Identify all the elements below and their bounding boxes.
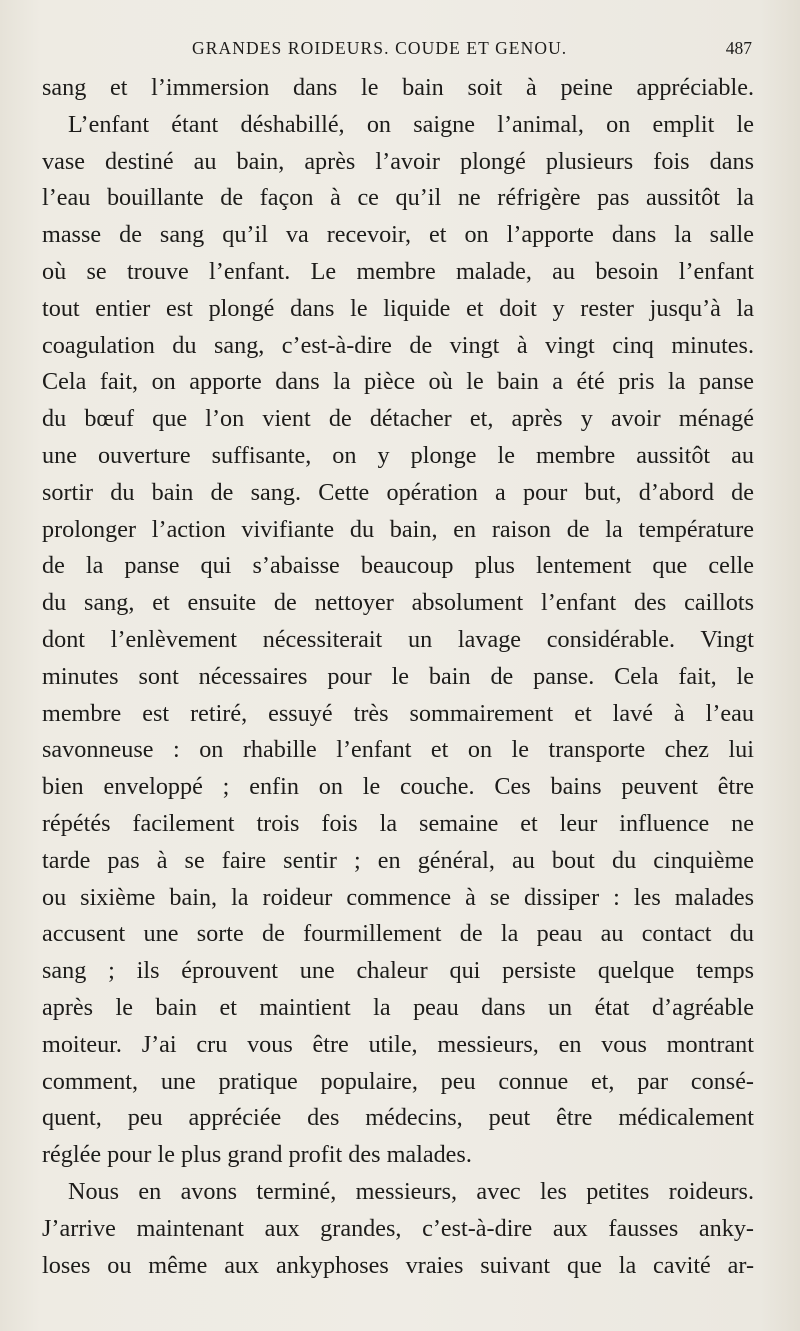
page-number: 487 (725, 38, 752, 58)
text-line: ou sixième bain, la roideur commence à se dissiper : les malades (42, 883, 754, 911)
text-line: une ouverture suffisante, on y plonge le membre aussitôt au (42, 441, 754, 469)
text-line: accusent une sorte de fourmillement de la peau au contact du (42, 920, 754, 948)
text-line: savonneuse : on rhabille l’enfant et on le transporte chez lui (42, 736, 754, 764)
text-line: L’enfant étant déshabillé, on saigne l’animal, on emplit le (68, 110, 754, 138)
text-line: du bœuf que l’on vient de détacher et, après y avoir ménagé (42, 405, 754, 433)
text-line: réglée pour le plus grand profit des malades. (42, 1141, 472, 1169)
text-line: tout entier est plongé dans le liquide et doit y rester jusqu’à la (42, 294, 754, 322)
text-line: moiteur. J’ai cru vous être utile, messieurs, en vous montrant (42, 1030, 754, 1058)
text-line: membre est retiré, essuyé très sommairement et lavé à l’eau (42, 699, 754, 727)
text-line: masse de sang qu’il va recevoir, et on l’apporte dans la salle (42, 221, 754, 249)
text-line: sang et l’immersion dans le bain soit à peine appréciable. (42, 74, 754, 101)
text-line: l’eau bouillante de façon à ce qu’il ne réfrigère pas aussitôt la (42, 184, 754, 212)
text-line: prolonger l’action vivifiante du bain, en raison de la température (42, 515, 754, 543)
text-line: vase destiné au bain, après l’avoir plongé plusieurs fois dans (42, 147, 754, 175)
text-line: de la panse qui s’abaisse beaucoup plus lentement que celle (42, 552, 754, 580)
running-header (0, 34, 800, 62)
text-line: du sang, et ensuite de nettoyer absolument l’enfant des caillots (42, 589, 754, 617)
text-line: bien enveloppé ; enfin on le couche. Ces bains peuvent être (42, 773, 754, 801)
running-title: GRANDES ROIDEURS. COUDE ET GENOU. (192, 38, 568, 58)
text-line: sang ; ils éprouvent une chaleur qui persiste quelque temps (42, 957, 754, 985)
text-line: Nous en avons terminé, messieurs, avec les petites roideurs. (68, 1177, 754, 1205)
text-line: loses ou même aux ankyphoses vraies suivant que la cavité ar- (42, 1251, 754, 1279)
text-line: Cela fait, on apporte dans la pièce où le bain a été pris la panse (42, 368, 754, 396)
text-line: comment, une pratique populaire, peu connue et, par consé- (42, 1067, 754, 1095)
text-line: tarde pas à se faire sentir ; en général, au bout du cinquième (42, 846, 754, 874)
text-line: après le bain et maintient la peau dans un état d’agréable (42, 993, 754, 1021)
text-line: sortir du bain de sang. Cette opération a pour but, d’abord de (42, 478, 754, 506)
text-line: quent, peu appréciée des médecins, peut être médicalement (42, 1104, 754, 1132)
text-line: coagulation du sang, c’est-à-dire de vingt à vingt cinq minutes. (42, 331, 754, 359)
body-text (42, 70, 754, 1284)
text-line: J’arrive maintenant aux grandes, c’est-à-dire aux fausses anky- (42, 1214, 754, 1242)
text-line: où se trouve l’enfant. Le membre malade, au besoin l’enfant (42, 257, 754, 285)
text-line: dont l’enlèvement nécessiterait un lavage considérable. Vingt (42, 625, 754, 653)
text-line: répétés facilement trois fois la semaine et leur influence ne (42, 809, 754, 837)
text-line: minutes sont nécessaires pour le bain de panse. Cela fait, le (42, 662, 754, 690)
